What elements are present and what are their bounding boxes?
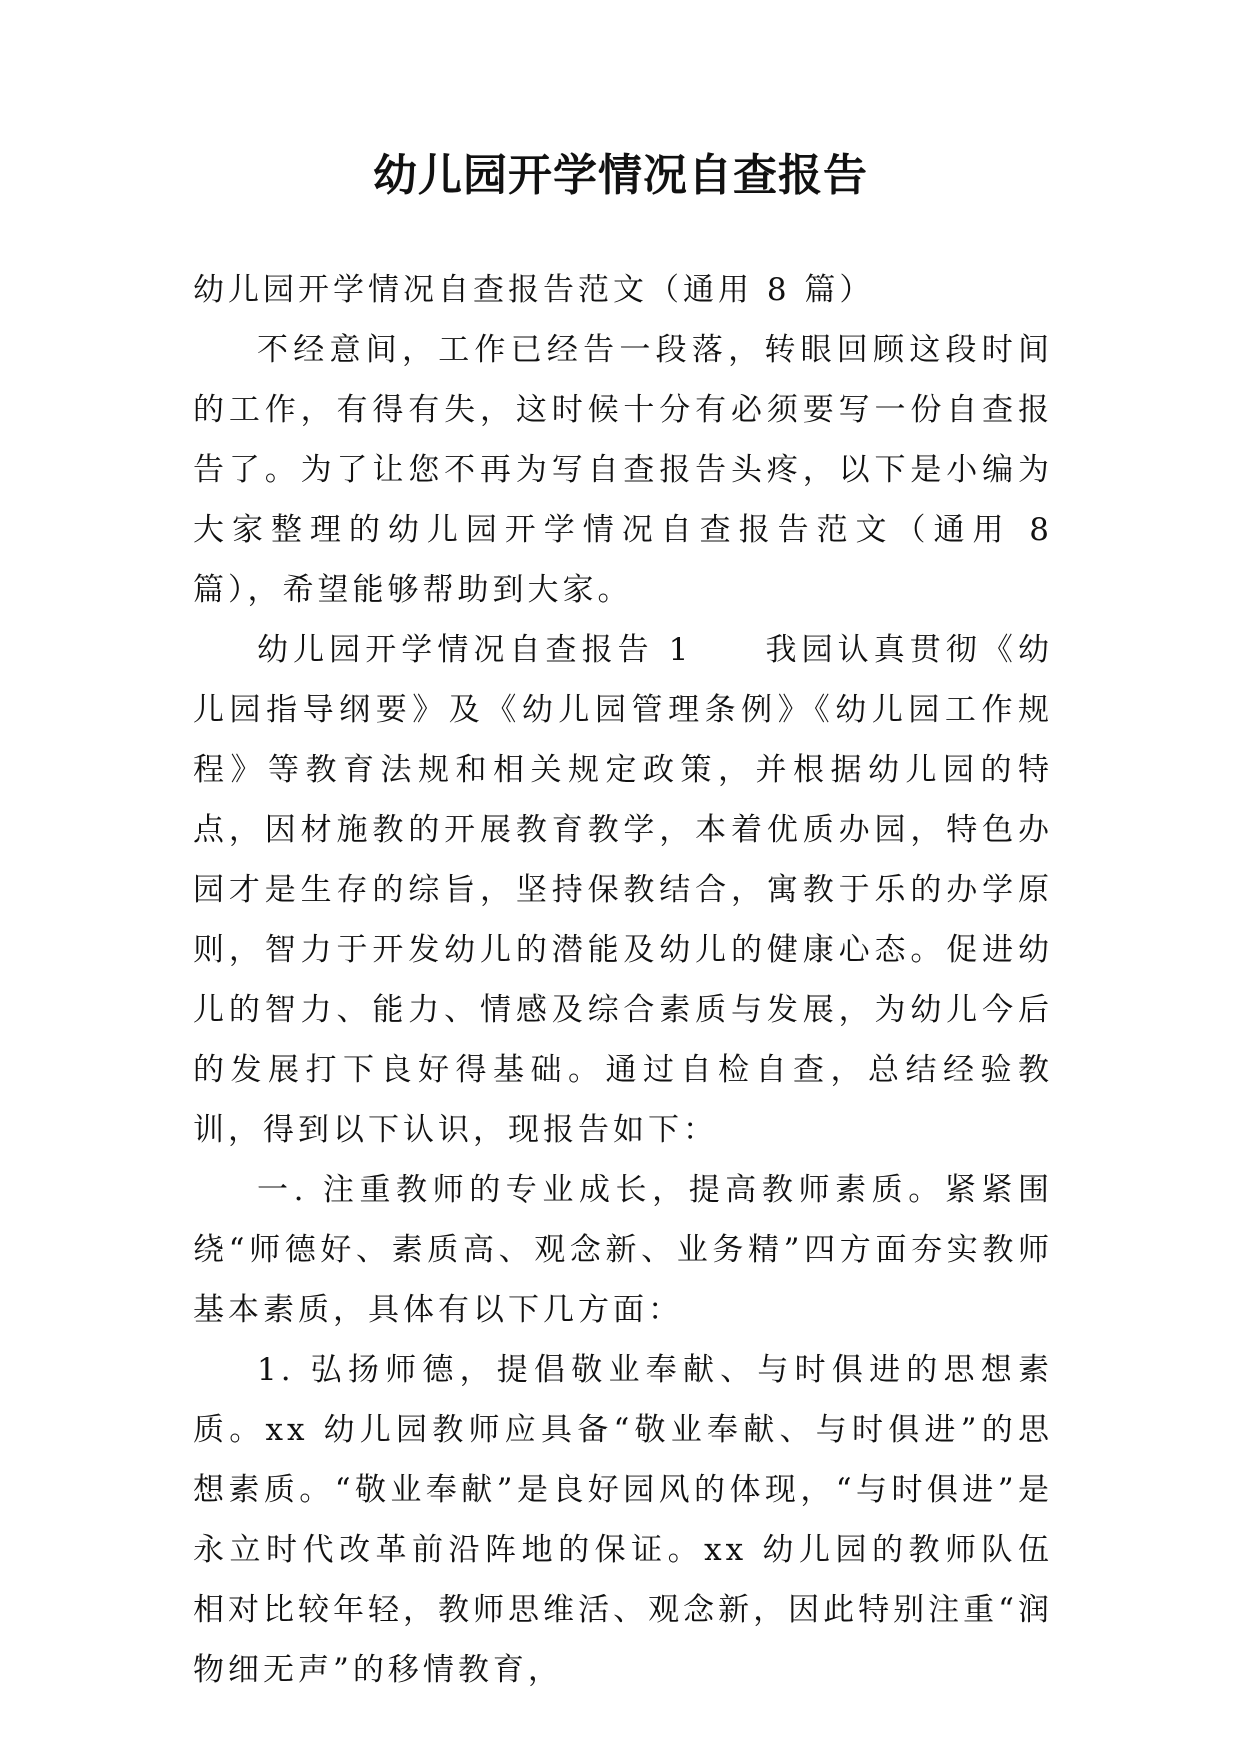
subtitle-paragraph: 幼儿园开学情况自查报告范文（通用 8 篇）	[193, 272, 875, 308]
item-1-paragraph: 1. 弘扬师德，提倡敬业奉献、与时俱进的思想素质。xx 幼儿园教师应具备“敬业奉献、与时俱进”的思想素质。“敬业奉献”是良好园风的体现，“与时俱进”是永立时代改革前沿阵地的保证。xx 幼儿园的教师队伍相对比较年轻，教师思维活、观念新，因此特别注重“润物细无声”的移情教育，	[193, 1352, 1053, 1688]
report-1-paragraph: 幼儿园开学情况自查报告 1 我园认真贯彻《幼儿园指导纲要》及《幼儿园管理条例》《幼儿园工作规程》等教育法规和相关规定政策，并根据幼儿园的特点，因材施教的开展教育教学，本着优质办园，特色办园才是生存的综旨，坚持保教结合，寓教于乐的办学原则，智力于开发幼儿的潜能及幼儿的健康心态。促进幼儿的智力、能力、情感及综合素质与发展，为幼儿今后的发展打下良好得基础。通过自检自查，总结经验教训，得到以下认识，现报告如下：	[193, 632, 1053, 1148]
section-1-paragraph: 一. 注重教师的专业成长，提高教师素质。紧紧围绕“师德好、素质高、观念新、业务精”四方面夯实教师基本素质，具体有以下几方面：	[193, 1172, 1053, 1328]
document-body	[193, 260, 1053, 1700]
intro-paragraph: 不经意间，工作已经告一段落，转眼回顾这段时间的工作，有得有失，这时候十分有必须要写一份自查报告了。为了让您不再为写自查报告头疼，以下是小编为大家整理的幼儿园开学情况自查报告范文（通用 8 篇），希望能够帮助到大家。	[193, 332, 1053, 608]
document-title: 幼儿园开学情况自查报告	[373, 150, 868, 201]
